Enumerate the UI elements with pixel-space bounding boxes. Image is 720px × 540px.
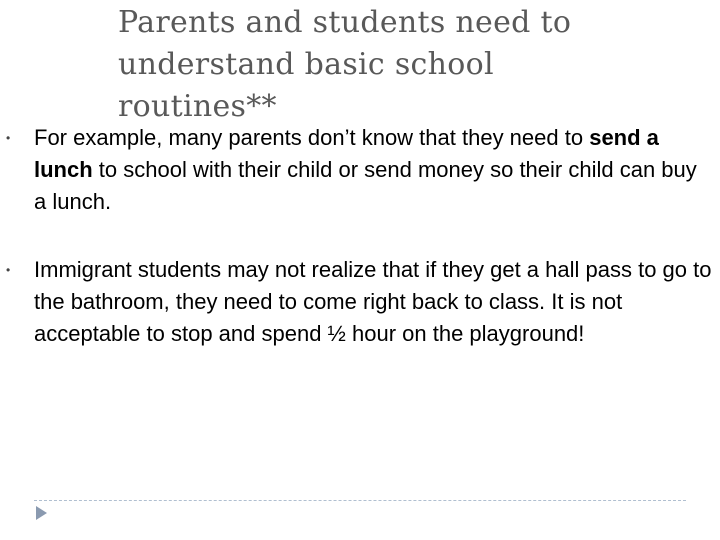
bullet-text-end: to school with their child or send money so their child can buy a lunch. bbox=[34, 157, 697, 214]
footer-divider bbox=[34, 500, 686, 501]
slide-title bbox=[118, 2, 698, 128]
title-line-2: understand basic school bbox=[118, 47, 494, 82]
title-line-1: Parents and students need to bbox=[118, 5, 572, 40]
title-line-3: routines** bbox=[118, 89, 277, 124]
bullet-text-start: For example, many parents don’t know that they need to bbox=[34, 125, 590, 150]
play-arrow-icon bbox=[36, 506, 47, 520]
bullet-item-lunch bbox=[0, 122, 720, 218]
bullet-text: Immigrant students may not realize that if they get a hall pass to go to the bathroom, they need to come right back to class. It is not acceptable to stop and spend ½ hour on the playground! bbox=[34, 257, 712, 346]
bullet-item-hall-pass bbox=[0, 254, 720, 350]
bullet-emphasis: send a lunch bbox=[34, 125, 659, 182]
bullet-dot-icon: • bbox=[6, 263, 11, 277]
bullet-dot-icon: • bbox=[6, 131, 11, 145]
bullet-list bbox=[0, 122, 720, 350]
